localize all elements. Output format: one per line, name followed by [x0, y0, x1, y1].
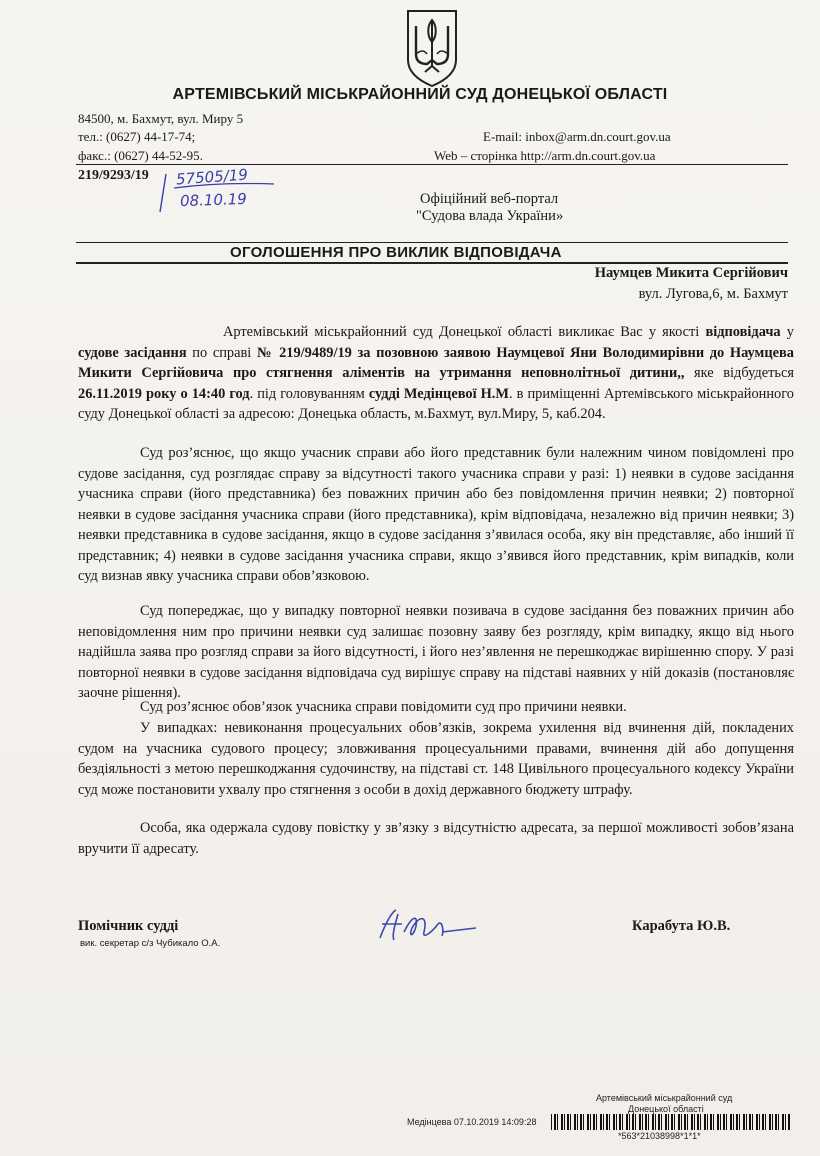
- trident-emblem-icon: [403, 8, 461, 88]
- recipient-line-2: "Судова влада України»: [416, 208, 564, 224]
- p1-text-5: . під головуванням: [249, 385, 369, 402]
- title-bottom-rule: [76, 262, 788, 264]
- p1-text-6: . в приміщенні Артемівського міськрайонного суду Донецької області за адресою: Донецька область, м.Бахмут, вул.Миру, 5, каб.204.: [78, 385, 794, 422]
- executor-note: вик. секретар с/з Чубикало О.А.: [80, 938, 221, 949]
- p1-text-2: у: [780, 324, 795, 340]
- p1-judge: судді Медінцевої Н.М: [368, 385, 509, 402]
- p1-text-1: Артемівський міськрайонний суд Донецької області викликає Вас у якості: [223, 324, 706, 340]
- court-website: Web – сторінка http://arm.dn.court.gov.ua: [434, 148, 656, 163]
- stamp-registrar: Медінцева 07.10.2019 14:09:28: [407, 1117, 537, 1127]
- addressee-address: вул. Лугова,6, м. Бахмут: [638, 286, 788, 302]
- announcement-title: ОГОЛОШЕННЯ ПРО ВИКЛИК ВІДПОВІДАЧА: [230, 244, 562, 261]
- summons-paragraph: [78, 322, 794, 425]
- p1-hearing: судове засідання: [78, 344, 187, 361]
- barcode-code: *563*21038998*1*1*: [618, 1131, 701, 1141]
- delivery-paragraph: Особа, яка одержала судову повістку у зв’язку з відсутністю адресата, за першої можливості зобов’язана вручити її адресату.: [78, 820, 794, 857]
- clarification-paragraph: Суд роз’яснює, що якщо учасник справи або його представник були належним чином повідомлені про судове засідання, суд розглядає справу за відсутності такого учасника справи у разі: 1) неявки в судове засідання учасника справи (його представника) без поважних причин або без повідомлення причин неявки; 2) повторної неявки в судове засідання учасника справи (його представника), крім відповідача, незалежно від причин неявки; 3) неявки представника в судове засідання, якщо в судове засідання з’явилася особа, яку він представляє, або інший її представник; 4) неявки в судове засідання учасника справи, якщо з’явився його представник, крім випадків, коли суд визнав явку учасника справи обов’язковою.: [78, 445, 794, 584]
- p1-datetime: 26.11.2019 року о 14:40 год: [78, 385, 250, 402]
- duty-paragraph: Суд роз’яснює обов’язок учасника справи повідомити суд про причини неявки.: [140, 699, 627, 715]
- p1-text-3: по справі: [186, 344, 257, 361]
- barcode-image: [551, 1114, 791, 1130]
- stamp-court-line-2: Донецької області: [628, 1104, 704, 1114]
- court-email: E-mail: inbox@arm.dn.court.gov.ua: [483, 129, 671, 144]
- court-fax: факс.: (0627) 44-52-95.: [78, 148, 203, 163]
- title-top-rule: [76, 242, 788, 243]
- header-divider: [76, 164, 788, 165]
- court-phone: тел.: (0627) 44-17-74;: [78, 129, 196, 144]
- sanctions-paragraph: У випадках: невиконання процесуальних обов’язків, зокрема ухилення від вчинення дій, покладених судом на учасника судового процесу; зловживання процесуальними правами, вчинення дій або допущення бездіяльності з метою перешкоджання судочинству, на підставі ст. 148 Цивільного процесуального кодексу України суд може постановити ухвалу про стягнення з особи в дохід державного бюджету штрафу.: [78, 720, 794, 798]
- p1-text-4: яке відбудеться: [684, 365, 794, 381]
- stamp-court-line-1: Артемівський міськрайонний суд: [596, 1093, 733, 1103]
- handwritten-reg-number: 57505/19: [175, 165, 249, 189]
- court-address: 84500, м. Бахмут, вул. Миру 5: [78, 111, 244, 126]
- signatory-role: Помічник судді: [78, 918, 179, 934]
- outgoing-number: 219/9293/19: [78, 168, 149, 183]
- warning-paragraph: Суд попереджає, що у випадку повторної неявки позивача в судове засідання без поважних причин або неповідомлення ним про причини неявки суд залишає позовну заяву без розгляду, крім випадку, якщо від нього надійшла заява про розгляд справи за його відсутності, і його нез’явлення не перешкоджає вирішенню спору. У разі повторної неявки в судове засідання відповідача суд вирішує справу на підставі наявних у ній доказів (постановляє заочне рішення).: [78, 603, 794, 701]
- handwritten-signature: [372, 902, 482, 948]
- court-name-heading: АРТЕМІВСЬКИЙ МІСЬКРАЙОННИЙ СУД ДОНЕЦЬКОЇ ОБЛАСТІ: [172, 86, 668, 103]
- handwritten-reg-date: 08.10.19: [179, 189, 248, 211]
- signatory-name: Карабута Ю.В.: [632, 918, 731, 934]
- handwritten-underline-icon: [150, 165, 300, 218]
- p1-case: № 219/9489/19 за позовною заявою Наумцевої Яни Володимирівни до Наумцева Микити Сергійовича про стягнення аліментів на утримання неповнолітньої дитини,,: [78, 344, 794, 381]
- addressee-name: Наумцев Микита Сергійович: [594, 265, 788, 281]
- recipient-line-1: Офіційний веб-портал: [420, 191, 559, 207]
- p1-role: відповідача: [705, 324, 781, 340]
